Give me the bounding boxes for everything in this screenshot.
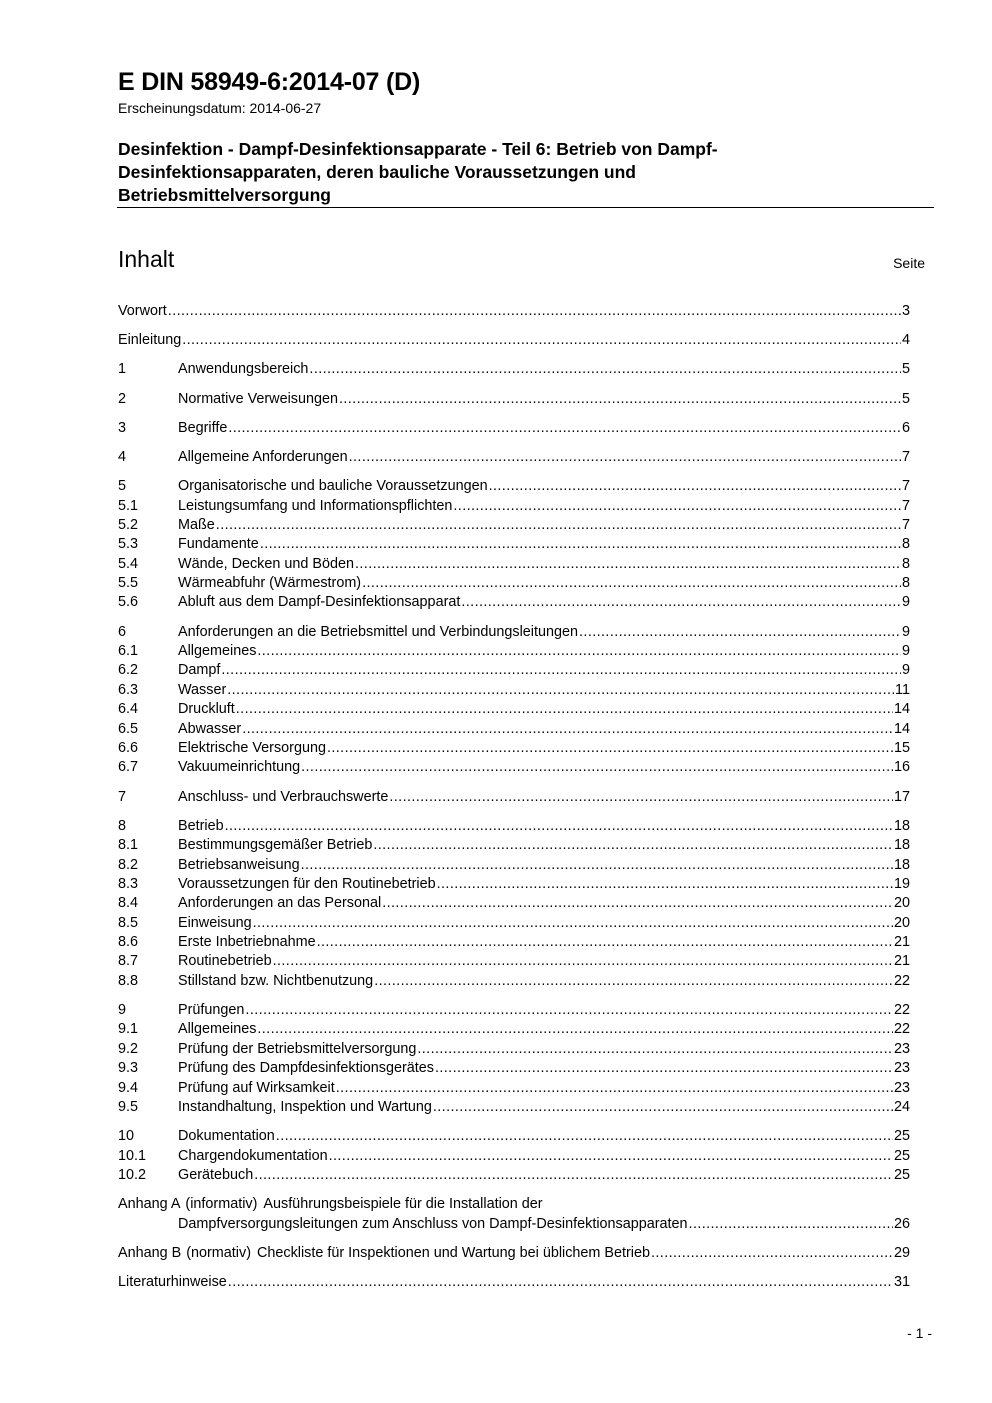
toc-entry-title: Elektrische Versorgung (178, 739, 326, 756)
toc-entry-page: 20 (893, 914, 910, 931)
toc-entry[interactable] (118, 720, 910, 739)
toc-entry[interactable] (118, 419, 910, 438)
toc-entry-number: 5.6 (118, 594, 139, 611)
toc-entry[interactable] (118, 593, 910, 612)
toc-leader-dots (228, 1273, 893, 1292)
toc-entry[interactable] (118, 1001, 910, 1020)
toc-entry-title: Routinebetrieb (178, 953, 272, 970)
toc-entry-page: 21 (893, 934, 910, 951)
toc-entries (118, 302, 910, 1185)
toc-leader-dots (362, 574, 901, 593)
toc-entry-title: Allgemeines (178, 643, 257, 660)
annex-a-type: (informativ) (185, 1196, 258, 1213)
toc-entry-number: 9.5 (118, 1099, 139, 1116)
toc-entry-title: Anwendungsbereich (178, 361, 309, 378)
toc-entry-page: 18 (893, 817, 910, 834)
toc-entry-page: 22 (893, 1002, 910, 1019)
toc-entry[interactable] (118, 1020, 910, 1039)
toc-entry[interactable] (118, 758, 910, 777)
toc-entry[interactable] (118, 739, 910, 758)
toc-entry-title: Allgemeine Anforderungen (178, 448, 348, 465)
toc-entry-number: 6 (118, 623, 127, 640)
toc-entry-title: Instandhaltung, Inspektion und Wartung (178, 1099, 432, 1116)
toc-entry[interactable] (118, 1147, 910, 1166)
toc-entry-title: Vorwort (118, 302, 167, 319)
toc-entry-number: 8.2 (118, 856, 139, 873)
bibliography-page: 31 (893, 1273, 910, 1290)
toc-entry-number: 8.8 (118, 972, 139, 989)
toc-entry-page: 17 (893, 788, 910, 805)
annex-b-type: (normativ) (186, 1244, 251, 1261)
toc-leader-dots (339, 390, 901, 409)
toc-leader-dots (168, 302, 901, 321)
toc-entry-title: Wasser (178, 681, 227, 698)
toc-entry-bibliography[interactable] (118, 1273, 910, 1292)
toc-entry-page: 19 (893, 875, 910, 892)
toc-entry[interactable] (118, 1098, 910, 1117)
toc-leader-dots (349, 448, 901, 467)
annex-a-title-line1: Ausführungsbeispiele für die Installation der (263, 1196, 543, 1213)
toc-page-label: Seite (893, 255, 925, 271)
toc-entry-title: Normative Verweisungen (178, 390, 338, 407)
toc-entry-number: 10.1 (118, 1147, 147, 1164)
toc-entry-page: 20 (893, 895, 910, 912)
toc-entry-page: 25 (893, 1128, 910, 1145)
toc-leader-dots (245, 1001, 893, 1020)
toc-entry-title: Abwasser (178, 720, 242, 737)
toc-entry[interactable] (118, 555, 910, 574)
toc-leader-dots (579, 623, 901, 642)
toc-entry-title: Prüfung der Betriebsmittelversorgung (178, 1040, 417, 1057)
toc-entry-number: 5.4 (118, 555, 139, 572)
toc-entry[interactable] (118, 933, 910, 952)
annex-a-label: Anhang A (118, 1196, 181, 1213)
toc-entry[interactable] (118, 914, 910, 933)
toc-entry[interactable] (118, 390, 910, 409)
toc-entry-number: 5.5 (118, 575, 139, 592)
toc-leader-dots (373, 836, 893, 855)
toc-entry-page: 23 (893, 1060, 910, 1077)
toc-entry-annex-a[interactable] (118, 1195, 910, 1214)
toc-entry-number: 8 (118, 817, 127, 834)
toc-entry-page: 3 (901, 302, 910, 319)
toc-entry-number: 6.1 (118, 643, 139, 660)
toc-entry-title: Abluft aus dem Dampf-Desinfektionsapparat (178, 594, 461, 611)
toc-entry-annex-a-cont[interactable] (118, 1215, 910, 1234)
toc-leader-dots (453, 497, 901, 516)
toc-entry-page: 14 (893, 701, 910, 718)
toc-entry-number: 5.1 (118, 497, 139, 514)
toc-entry-page: 8 (901, 536, 910, 553)
toc-leader-dots (327, 739, 893, 758)
toc-entry[interactable] (118, 497, 910, 516)
toc-entry[interactable] (118, 642, 910, 661)
toc-entry-number: 8.3 (118, 875, 139, 892)
toc-entry-title: Betrieb (178, 817, 224, 834)
toc-leader-dots (437, 875, 893, 894)
toc-entry-page: 8 (901, 575, 910, 592)
annex-b-page: 29 (893, 1244, 910, 1261)
toc-entry-title: Druckluft (178, 701, 235, 718)
toc-entry-number: 8.4 (118, 895, 139, 912)
toc-entry-title: Anforderungen an das Personal (178, 895, 382, 912)
toc-entry-page: 5 (901, 361, 910, 378)
toc-entry[interactable] (118, 360, 910, 379)
toc-entry-title: Einleitung (118, 332, 182, 349)
toc-entry[interactable] (118, 477, 910, 496)
toc-entry-page: 6 (901, 419, 910, 436)
toc-leader-dots (227, 681, 894, 700)
toc-entry-page: 24 (893, 1099, 910, 1116)
toc-entry[interactable] (118, 1059, 910, 1078)
toc-entry-page: 7 (901, 448, 910, 465)
toc-entry-number: 7 (118, 788, 127, 805)
toc-entry-page: 9 (901, 662, 910, 679)
toc-entry-number: 10.2 (118, 1166, 147, 1183)
toc-entry[interactable] (118, 894, 910, 913)
toc-leader-dots (489, 477, 901, 496)
toc-entry[interactable] (118, 623, 910, 642)
toc-entry-title: Bestimmungsgemäßer Betrieb (178, 837, 373, 854)
table-of-contents (118, 302, 910, 1292)
toc-entry-number: 8.5 (118, 914, 139, 931)
toc-entry-number: 8.6 (118, 934, 139, 951)
toc-entry-page: 9 (901, 594, 910, 611)
toc-leader-dots (689, 1215, 893, 1234)
annex-a-title-line2: Dampfversorgungsleitungen zum Anschluss von Dampf-Desinfektionsapparaten (178, 1215, 688, 1232)
toc-entry-title: Erste Inbetriebnahme (178, 934, 316, 951)
toc-leader-dots (336, 1079, 893, 1098)
toc-leader-dots (355, 555, 901, 574)
toc-entry-page: 9 (901, 623, 910, 640)
toc-leader-dots (651, 1244, 893, 1263)
toc-entry-number: 8.1 (118, 837, 139, 854)
toc-leader-dots (461, 593, 901, 612)
toc-leader-dots (242, 720, 893, 739)
toc-entry-number: 6.4 (118, 701, 139, 718)
toc-leader-dots (389, 788, 893, 807)
toc-entry-number: 5.3 (118, 536, 139, 553)
toc-entry[interactable] (118, 856, 910, 875)
toc-entry-number: 6.3 (118, 681, 139, 698)
toc-entry-title: Gerätebuch (178, 1166, 254, 1183)
toc-entry-page: 23 (893, 1079, 910, 1096)
toc-entry-title: Chargendokumentation (178, 1147, 328, 1164)
toc-leader-dots (228, 419, 901, 438)
toc-entry[interactable] (118, 661, 910, 680)
toc-entry[interactable] (118, 1079, 910, 1098)
toc-leader-dots (236, 700, 893, 719)
toc-entry-number: 6.5 (118, 720, 139, 737)
document-id: E DIN 58949-6:2014-07 (D) (118, 68, 421, 96)
annex-b-title: Checkliste für Inspektionen und Wartung bei üblichem Betrieb (256, 1244, 651, 1261)
toc-entry[interactable] (118, 535, 910, 554)
toc-entry-number: 6.6 (118, 739, 139, 756)
toc-leader-dots (260, 535, 901, 554)
toc-leader-dots (435, 1059, 893, 1078)
toc-leader-dots (382, 894, 893, 913)
annex-b-label: Anhang B (118, 1244, 182, 1261)
toc-entry-number: 1 (118, 361, 127, 378)
toc-entry-number: 6.7 (118, 759, 139, 776)
toc-leader-dots (301, 856, 893, 875)
toc-entry-annex-b[interactable] (118, 1244, 910, 1263)
toc-entry-page: 7 (901, 516, 910, 533)
toc-entry-title: Prüfungen (178, 1002, 245, 1019)
toc-entry[interactable] (118, 700, 910, 719)
toc-entry-page: 5 (901, 390, 910, 407)
toc-entry-title: Allgemeines (178, 1021, 257, 1038)
toc-entry-title: Betriebsanweisung (178, 856, 300, 873)
toc-entry-page: 18 (893, 837, 910, 854)
toc-leader-dots (301, 758, 893, 777)
toc-entry-page: 4 (901, 332, 910, 349)
toc-leader-dots (374, 972, 893, 991)
toc-entry-title: Organisatorische und bauliche Voraussetzungen (178, 478, 488, 495)
toc-entry[interactable] (118, 681, 910, 700)
annex-a-page: 26 (893, 1215, 910, 1232)
toc-entry-title: Einweisung (178, 914, 252, 931)
toc-entry-title: Prüfung des Dampfdesinfektionsgerätes (178, 1060, 434, 1077)
toc-leader-dots (276, 1127, 893, 1146)
toc-leader-dots (253, 914, 893, 933)
toc-entry-page: 21 (893, 953, 910, 970)
toc-entry-title: Dokumentation (178, 1128, 275, 1145)
toc-entry[interactable] (118, 1040, 910, 1059)
toc-entry-number: 9.2 (118, 1040, 139, 1057)
toc-entry-title: Stillstand bzw. Nichtbenutzung (178, 972, 374, 989)
toc-entry-title: Vakuumeinrichtung (178, 759, 301, 776)
toc-leader-dots (329, 1147, 893, 1166)
toc-entry[interactable] (118, 788, 910, 807)
toc-entry[interactable] (118, 331, 910, 350)
toc-entry-number: 6.2 (118, 662, 139, 679)
toc-heading: Inhalt (118, 246, 175, 272)
toc-leader-dots (257, 1020, 893, 1039)
toc-entry-number: 8.7 (118, 953, 139, 970)
toc-entry-page: 22 (893, 972, 910, 989)
toc-entry-page: 14 (893, 720, 910, 737)
toc-entry[interactable] (118, 836, 910, 855)
toc-entry-title: Fundamente (178, 536, 259, 553)
toc-entry-page: 25 (893, 1166, 910, 1183)
toc-entry-title: Maße (178, 516, 215, 533)
toc-entry-number: 5 (118, 478, 127, 495)
toc-leader-dots (216, 516, 901, 535)
toc-entry-number: 9.1 (118, 1021, 139, 1038)
toc-entry-number: 5.2 (118, 516, 139, 533)
toc-entry-number: 9 (118, 1002, 127, 1019)
toc-entry-page: 18 (893, 856, 910, 873)
toc-entry-page: 7 (901, 478, 910, 495)
toc-entry[interactable] (118, 953, 910, 972)
toc-entry-title: Prüfung auf Wirksamkeit (178, 1079, 335, 1096)
toc-entry-title: Begriffe (178, 419, 228, 436)
toc-entry-number: 9.4 (118, 1079, 139, 1096)
toc-entry[interactable] (118, 516, 910, 535)
page-number: - 1 - (907, 1325, 932, 1341)
toc-entry-page: 9 (901, 643, 910, 660)
toc-leader-dots (257, 642, 901, 661)
toc-leader-dots (317, 933, 893, 952)
toc-entry[interactable] (118, 1127, 910, 1146)
toc-entry-number: 2 (118, 390, 127, 407)
toc-entry-title: Anschluss- und Verbrauchswerte (178, 788, 389, 805)
toc-entry-title: Wärmeabfuhr (Wärmestrom) (178, 575, 362, 592)
toc-entry-number: 4 (118, 448, 127, 465)
toc-entry-title: Voraussetzungen für den Routinebetrieb (178, 875, 436, 892)
toc-leader-dots (182, 331, 901, 350)
toc-entry[interactable] (118, 574, 910, 593)
toc-entry-page: 11 (895, 681, 910, 698)
toc-entry-title: Wände, Decken und Böden (178, 555, 355, 572)
toc-entry-page: 7 (901, 497, 910, 514)
toc-entry[interactable] (118, 302, 910, 321)
toc-leader-dots (221, 661, 901, 680)
toc-leader-dots (273, 952, 893, 971)
document-title: Desinfektion - Dampf-Desinfektionsapparate - Teil 6: Betrieb von Dampf-Desinfektionsapparaten, deren bauliche Voraussetzungen und Betriebsmittelversorgung (118, 139, 718, 205)
toc-entry-page: 15 (893, 739, 910, 756)
toc-entry-number: 10 (118, 1128, 135, 1145)
toc-entry-page: 23 (893, 1040, 910, 1057)
toc-leader-dots (433, 1098, 893, 1117)
toc-entry-page: 8 (901, 555, 910, 572)
toc-leader-dots (254, 1166, 893, 1185)
toc-entry[interactable] (118, 875, 910, 894)
publication-date: Erscheinungsdatum: 2014-06-27 (118, 100, 322, 116)
toc-entry-title: Leistungsumfang und Informationspflichten (178, 497, 453, 514)
toc-entry-number: 3 (118, 419, 127, 436)
toc-leader-dots (225, 817, 893, 836)
bibliography-title: Literaturhinweise (118, 1273, 227, 1290)
toc-entry[interactable] (118, 817, 910, 836)
toc-leader-dots (309, 360, 901, 379)
toc-entry-page: 22 (893, 1021, 910, 1038)
toc-entry-title: Dampf (178, 662, 221, 679)
toc-entry-number: 9.3 (118, 1060, 139, 1077)
toc-entry[interactable] (118, 972, 910, 991)
toc-entry[interactable] (118, 1166, 910, 1185)
toc-entry-page: 25 (893, 1147, 910, 1164)
toc-entry[interactable] (118, 448, 910, 467)
title-divider (117, 207, 934, 208)
toc-leader-dots (417, 1040, 893, 1059)
toc-entry-page: 16 (893, 759, 910, 776)
toc-entry-title: Anforderungen an die Betriebsmittel und Verbindungsleitungen (178, 623, 579, 640)
